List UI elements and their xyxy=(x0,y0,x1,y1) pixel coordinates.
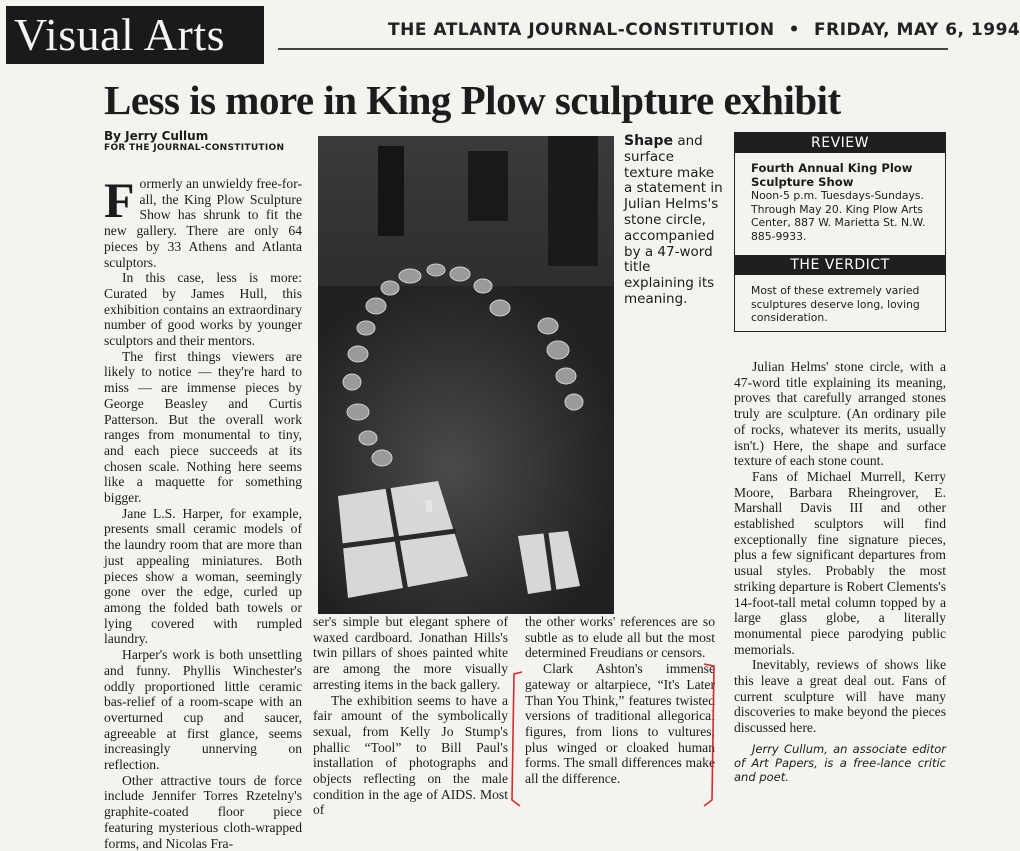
masthead-rule xyxy=(278,48,948,50)
show-details: Noon-5 p.m. Tuesdays-Sundays. Through May 20. King Plow Arts Center, 887 W. Marietta St. N.W. 885-9933. xyxy=(751,189,926,243)
stone-circle-photo-image xyxy=(318,136,614,614)
article-paragraph: ser's simple but elegant sphere of waxed cardboard. Jonathan Hills's twin pillars of shoes painted white are among the more visually arresting items in the back gallery. xyxy=(313,614,508,692)
article-paragraph: Clark Ashton's immense gateway or altarpiece, “It's Later Than You Think,” features twisted versions of traditional allegorical figures, from lions to vultures, plus winged or cloaked human forms. The small differences make all the difference. xyxy=(525,661,715,787)
drop-cap: F xyxy=(104,172,135,228)
verdict-text: Most of these extremely varied sculptures deserve long, loving consideration. xyxy=(751,284,920,324)
article-paragraph: the other works' references are so subtle as to elude all but the most determined Freudians or censors. xyxy=(525,614,715,661)
verdict-heading: THE VERDICT xyxy=(735,255,945,275)
margin-bracket-mark xyxy=(506,660,722,810)
article-column-1 xyxy=(104,172,302,851)
byline-affiliation: FOR THE JOURNAL-CONSTITUTION xyxy=(104,143,285,153)
article-paragraph: Julian Helms' stone circle, with a 47-word title explaining its meaning, proves that carefully arranged stones truly are sculpture. (An ordinary pile of rocks, whatever its merits, usually isn't.) Here, the shape and surface texture of each stone count. xyxy=(734,359,946,469)
show-title: Fourth Annual King Plow Sculpture Show xyxy=(751,161,913,189)
article-paragraph: In this case, less is more: Curated by James Hull, this exhibition contains an extraordinary number of good works by younger sculptors and their mentors. xyxy=(104,270,302,349)
paper-name: THE ATLANTA JOURNAL-CONSTITUTION xyxy=(388,20,775,40)
review-box xyxy=(734,132,946,332)
author-bio: Jerry Cullum, an associate editor of Art Papers, is a free-lance critic and poet. xyxy=(734,741,946,784)
article-paragraph: Harper's work is both unsettling and funny. Phyllis Winchester's oddly proportioned little ceramic bas-relief of a room-scape with an overturned cup and saucer, agreeable at first glance, seems increasingly unnerving on reflection. xyxy=(104,647,302,773)
byline-author: By Jerry Cullum xyxy=(104,129,209,143)
byline xyxy=(104,129,284,153)
review-heading: REVIEW xyxy=(735,133,945,153)
article-paragraph: Other attractive tours de force include Jennifer Torres Rzetelny's graphite-coated floor piece featuring mysterious cloth-wrapped forms, and Nicolas Fra- xyxy=(104,772,302,851)
masthead-separator: • xyxy=(788,20,800,40)
article-column-2 xyxy=(313,614,508,818)
masthead xyxy=(388,20,1020,40)
article-paragraph: Jane L.S. Harper, for example, presents small ceramic models of the laundry room that are more than just appealing miniatures. Both pieces show a woman, seemingly gone over the edge, curled up among the folded bath towels or lying covered with rumpled laundry. xyxy=(104,505,302,647)
issue-date: FRIDAY, MAY 6, 1994 xyxy=(814,20,1020,40)
article-paragraph: The exhibition seems to have a fair amount of the symbolically sexual, from Kelly Jo Stump's phallic “Tool” to Bill Paul's installation of photographs and objects reflecting on the male condition in the age of AIDS. Most of xyxy=(313,692,508,818)
article-paragraph: Inevitably, reviews of shows like this leave a great deal out. Fans of current sculpture will have many discoveries to make beyond the pieces discussed here. xyxy=(734,657,946,736)
photo-caption xyxy=(624,134,724,308)
article-paragraph: Fans of Michael Murrell, Kerry Moore, Barbara Rheingrover, E. Marshall Davis III and other established sculptors will find exceptionally fine signature pieces, plus a few significant departures from usual styles. Probably the most striking departure is Robert Clements's 14-foot-tall metal column topped by a large glass globe, a literally monumental piece parodying public memorials. xyxy=(734,468,946,657)
article-paragraph: The first things viewers are likely to notice — they're hard to miss — are immense pieces by George Beasley and Curtis Patterson. But the overall work ranges from monumental to tiny, and each piece succeeds at its chosen scale. Nothing here seems like a maquette for something bigger. xyxy=(104,348,302,506)
stone-circle-photo xyxy=(318,136,614,614)
review-details xyxy=(751,162,935,243)
headline: Less is more in King Plow sculpture exhibit xyxy=(104,77,841,123)
section-flag: Visual Arts xyxy=(6,6,264,64)
caption-lead: Shape xyxy=(624,133,674,149)
article-column-4 xyxy=(734,359,946,784)
article-paragraph: Formerly an unwieldy free-for-all, the King Plow Sculpture Show has shrunk to fit the new gallery. There are only 64 pieces by 33 Athens and Atlanta sculptors. xyxy=(104,172,302,270)
caption-text: and surface texture make a statement in Julian Helms's stone circle, accompanied by a 47-word title explaining its meaning. xyxy=(624,133,723,307)
